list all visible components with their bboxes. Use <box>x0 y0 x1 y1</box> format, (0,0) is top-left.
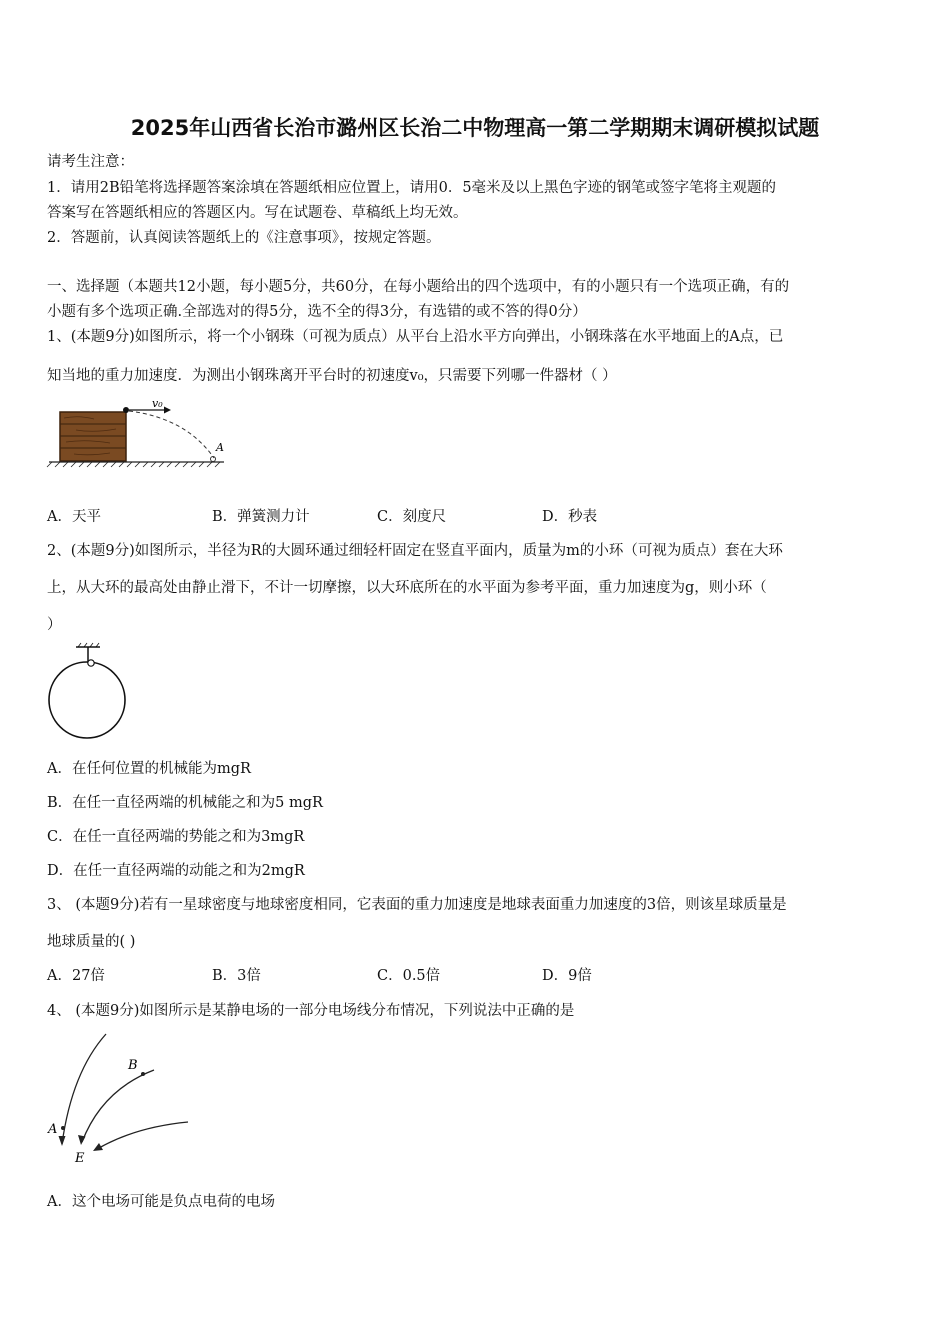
q4-figure <box>44 1032 194 1167</box>
q3-text-2: 地球质量的( ) <box>47 934 136 950</box>
q1-text-2: 知当地的重力加速度．为测出小钢珠离开平台时的初速度v₀，只需要下列哪一件器材（ ） <box>47 368 617 384</box>
trajectory <box>129 411 214 458</box>
q1-text-1: 1、(本题9分)如图所示，将一个小钢珠（可视为质点）从平台上沿水平方向弹出，小钢珠落在水平地面上的A点，已 <box>47 329 784 345</box>
q2-figure <box>44 643 134 743</box>
q2-option-b[interactable]: B．在任一直径两端的机械能之和为5 mgR <box>47 795 323 811</box>
page-title: 2025年山西省长治市潞州区长治二中物理高一第二学期期末调研模拟试题 <box>130 116 820 140</box>
q2-text-3: ） <box>47 617 62 633</box>
fig-B-label: B <box>128 1058 138 1073</box>
field-line-3 <box>99 1122 188 1148</box>
fig-A-label: A <box>48 1122 58 1137</box>
point-B <box>141 1072 145 1076</box>
fig-E-label: E <box>75 1151 85 1166</box>
field-line-2 <box>82 1070 154 1142</box>
q1-figure <box>46 396 231 471</box>
q3-text-1: 3、 (本题9分)若有一星球密度与地球密度相同，它表面的重力加速度是地球表面重力加速度的3倍，则该星球质量是 <box>47 897 787 913</box>
field-line-1 <box>62 1034 106 1144</box>
q4-option-a[interactable]: A．这个电场可能是负点电荷的电场 <box>47 1194 275 1210</box>
q3-option-c[interactable]: C．0.5倍 <box>377 968 441 984</box>
q1-option-a[interactable]: A．天平 <box>47 509 101 525</box>
q4-text-1: 4、 (本题9分)如图所示是某静电场的一部分电场线分布情况，下列说法中正确的是 <box>47 1003 575 1019</box>
fig-A-label: A <box>216 441 224 454</box>
q3-option-b[interactable]: B．3倍 <box>212 968 261 984</box>
q3-option-a[interactable]: A．27倍 <box>47 968 105 984</box>
q2-option-a[interactable]: A．在任何位置的机械能为mgR <box>47 761 251 777</box>
section-intro-2: 小题有多个选项正确.全部选对的得5分，选不全的得3分，有选错的或不答的得0分） <box>47 304 587 320</box>
notice-item-1-cont: 答案写在答题纸相应的答题区内。写在试题卷、草稿纸上均无效。 <box>47 205 468 221</box>
steel-ball <box>123 407 129 413</box>
q1-option-d[interactable]: D．秒表 <box>542 509 598 525</box>
q2-option-d[interactable]: D．在任一直径两端的动能之和为2mgR <box>47 863 305 879</box>
small-ring <box>88 660 94 666</box>
q1-option-c[interactable]: C．刻度尺 <box>377 509 447 525</box>
section-intro-1: 一、选择题（本题共12小题，每小题5分，共60分，在每小题给出的四个选项中，有的小题只有一个选项正确，有的 <box>47 279 790 295</box>
fig-v0-label: v₀ <box>152 397 163 410</box>
notice-item-2: 2．答题前，认真阅读答题纸上的《注意事项》，按规定答题。 <box>47 230 441 246</box>
point-A <box>61 1126 65 1130</box>
q2-text-1: 2、(本题9分)如图所示，半径为R的大圆环通过细轻杆固定在竖直平面内，质量为m的小环（可视为质点）套在大环 <box>47 543 783 559</box>
q2-text-2: 上，从大环的最高处由静止滑下，不计一切摩擦，以大环底所在的水平面为参考平面，重力加速度为g，则小环（ <box>47 580 767 596</box>
q1-option-b[interactable]: B．弹簧测力计 <box>212 509 310 525</box>
q2-option-c[interactable]: C．在任一直径两端的势能之和为3mgR <box>47 829 305 845</box>
big-ring <box>49 662 125 738</box>
q3-option-d[interactable]: D．9倍 <box>542 968 592 984</box>
notice-item-1: 1．请用2B铅笔将选择题答案涂填在答题纸相应位置上，请用0．5毫米及以上黑色字迹的钢笔或签字笔将主观题的 <box>47 180 777 196</box>
notice-heading: 请考生注意： <box>47 154 134 170</box>
